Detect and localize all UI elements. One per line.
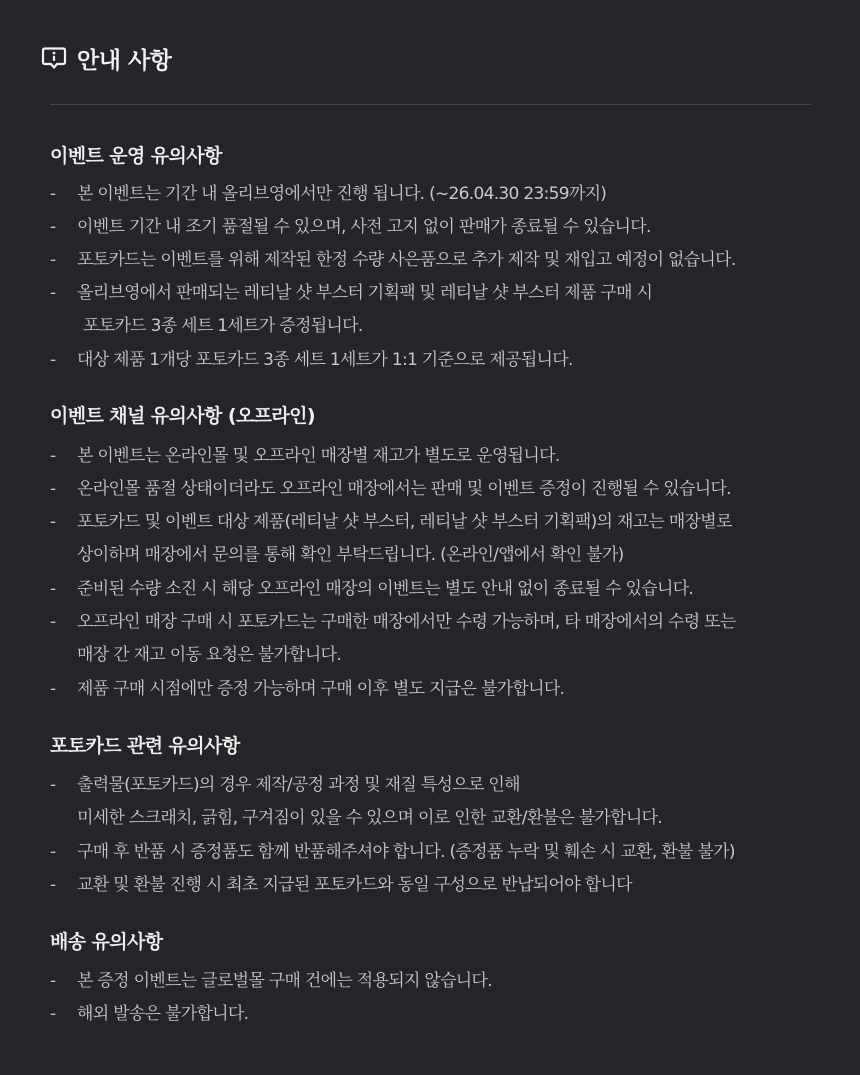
list-item	[50, 473, 810, 506]
list-item-text: 제품 구매 시점에만 증정 가능하며 구매 이후 별도 지급은 불가합니다.	[77, 679, 565, 699]
list-item	[50, 606, 810, 672]
list-item-text: 올리브영에서 판매되는 레티날 샷 부스터 기획팩 및 레티날 샷 부스터 제품 구매 시	[77, 283, 653, 303]
bullet-dash: -	[50, 512, 56, 532]
list-item-text: 대상 제품 1개당 포토카드 3종 세트 1세트가 1:1 기준으로 제공됩니다.	[77, 350, 573, 370]
bullet-dash: -	[50, 1004, 56, 1024]
list-item	[50, 573, 810, 606]
list-item-text: 본 이벤트는 기간 내 올리브영에서만 진행 됩니다. (~26.04.30 23:59까지)	[77, 184, 607, 204]
section-title-channel-notice: 이벤트 채널 유의사항 (오프라인)	[50, 405, 316, 427]
notice-header	[40, 40, 171, 76]
bullet-dash: -	[50, 250, 56, 270]
list-item	[50, 244, 810, 277]
bullet-dash: -	[50, 350, 56, 370]
list-item-text: 출력물(포토카드)의 경우 제작/공정 과정 및 재질 특성으로 인해	[77, 775, 520, 795]
bullet-dash: -	[50, 217, 56, 237]
list-item-text: 오프라인 매장 구매 시 포토카드는 구매한 매장에서만 수령 가능하며, 타 매장에서의 수령 또는	[77, 612, 736, 632]
list-item-text: 미세한 스크래치, 긁힘, 구겨짐이 있을 수 있으며 이로 인한 교환/환불은 불가합니다.	[77, 808, 663, 828]
list-item-text: 본 이벤트는 온라인몰 및 오프라인 매장별 재고가 별도로 운영됩니다.	[77, 446, 560, 466]
list-item-text: 구매 후 반품 시 증정품도 함께 반품해주셔야 합니다. (증정품 누락 및 훼손 시 교환, 환불 불가)	[77, 842, 735, 862]
list-item	[50, 869, 810, 902]
list-item-text: 포토카드는 이벤트를 위해 제작된 한정 수량 사은품으로 추가 제작 및 재입고 예정이 없습니다.	[77, 250, 736, 270]
section-title-operation-notice: 이벤트 운영 유의사항	[50, 145, 222, 167]
list-item-text: 상이하며 매장에서 문의를 통해 확인 부탁드립니다. (온라인/앱에서 확인 불가)	[77, 545, 624, 565]
list-item	[50, 178, 810, 211]
list-item-text: 포토카드 및 이벤트 대상 제품(레티날 샷 부스터, 레티날 샷 부스터 기획팩)의 재고는 매장별로	[77, 512, 732, 532]
list-item	[50, 769, 810, 835]
page-title: 안내 사항	[77, 47, 172, 74]
list-item	[50, 836, 810, 869]
list-item	[50, 673, 810, 706]
bullet-dash: -	[50, 775, 56, 795]
list-item-text: 본 증정 이벤트는 글로벌몰 구매 건에는 적용되지 않습니다.	[77, 971, 492, 991]
bullet-dash: -	[50, 971, 56, 991]
bullet-dash: -	[50, 283, 56, 303]
bullet-dash: -	[50, 875, 56, 895]
bullet-dash: -	[50, 842, 56, 862]
bullet-dash: -	[50, 579, 56, 599]
list-item	[50, 965, 810, 998]
bullet-dash: -	[50, 479, 56, 499]
section-title-shipping-notice: 배송 유의사항	[50, 931, 163, 953]
list-item	[50, 211, 810, 244]
bullet-dash: -	[50, 612, 56, 632]
list-item-text: 교환 및 환불 진행 시 최초 지급된 포토카드와 동일 구성으로 반납되어야 합니다	[77, 875, 632, 895]
list-item	[50, 440, 810, 473]
list-item	[50, 998, 810, 1031]
list-item-text: 온라인몰 품절 상태이더라도 오프라인 매장에서는 판매 및 이벤트 증정이 진행될 수 있습니다.	[77, 479, 731, 499]
list-item	[50, 506, 810, 572]
bullet-dash: -	[50, 184, 56, 204]
list-item-text: 이벤트 기간 내 조기 품절될 수 있으며, 사전 고지 없이 판매가 종료될 수 있습니다.	[77, 217, 651, 237]
list-item-text: 매장 간 재고 이동 요청은 불가합니다.	[77, 645, 342, 665]
list-item-text: 해외 발송은 불가합니다.	[77, 1004, 249, 1024]
info-message-icon	[40, 44, 68, 72]
bullet-dash: -	[50, 446, 56, 466]
divider	[50, 104, 811, 105]
list-item-text: 준비된 수량 소진 시 해당 오프라인 매장의 이벤트는 별도 안내 없이 종료될 수 있습니다.	[77, 579, 694, 599]
list-item	[50, 344, 810, 377]
list-item-text: 포토카드 3종 세트 1세트가 증정됩니다.	[83, 316, 363, 336]
list-item	[50, 277, 810, 343]
section-title-photocard-notice: 포토카드 관련 유의사항	[50, 735, 240, 757]
bullet-dash: -	[50, 679, 56, 699]
